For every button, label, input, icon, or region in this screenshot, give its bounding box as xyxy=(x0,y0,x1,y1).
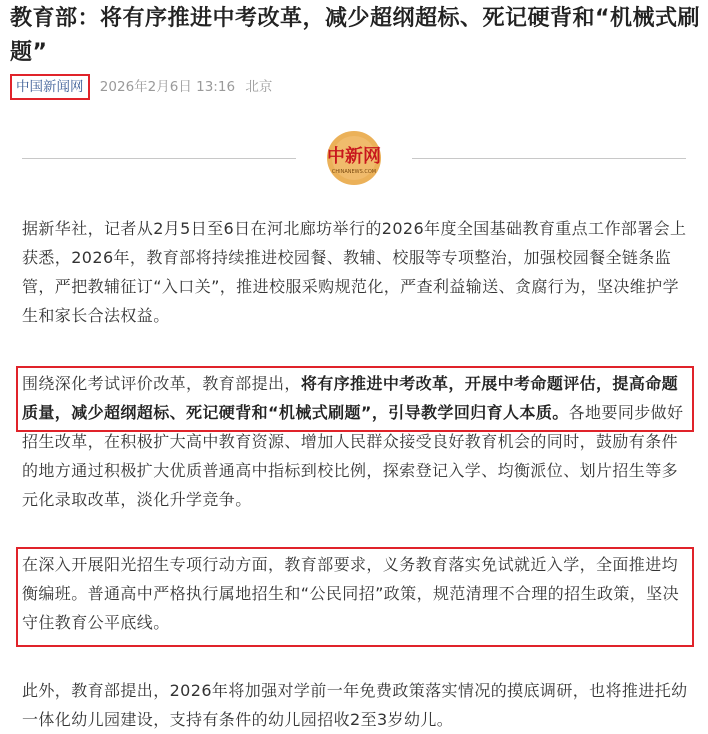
article-title: 教育部：将有序推进中考改革，减少超纲超标、死记硬背和“机械式刷题” xyxy=(10,6,700,65)
publish-location: 北京 xyxy=(245,79,273,95)
paragraph-2-bold: 将有序推进中考改革，开展中考命题评估，提高命题质量，减少超纲超标、死记硬背和“机械式刷题”，引导教学回归育人本质。 xyxy=(22,374,679,422)
paragraph-2-rest: 各地要同步做好招生改革，在积极扩大高中教育资源、增加人民群众接受良好教育机会的同时，鼓励有条件的地方通过积极扩大优质普通高中指标到校比例，探索登记入学、均衡派位、划片招生等多元化录取改革，淡化升学竞争。 xyxy=(22,403,684,509)
publish-date: 2026年2月6日 13:16 xyxy=(99,79,236,95)
divider-line-left xyxy=(22,158,296,159)
paragraph-2 xyxy=(22,369,690,514)
chinanews-logo xyxy=(314,126,394,190)
paragraph-3: 在深入开展阳光招生专项行动方面，教育部要求，义务教育落实免试就近入学，全面推进均衡编班。普通高中严格执行属地招生和“公民同招”政策，规范清理不合理的招生政策，坚决守住教育公平底线。 xyxy=(22,555,679,632)
paragraph-1: 据新华社，记者从2月5日至6日在河北廊坊举行的2026年度全国基础教育重点工作部署会上获悉，2026年，教育部将持续推进校园餐、教辅、校服等专项整治，加强校园餐全链条监管，严把教辅征订“入口关”，推进校服采购规范化，严查利益输送、贪腐行为，坚决维护学生和家长合法权益。 xyxy=(22,219,687,325)
source-link[interactable]: 中国新闻网 xyxy=(10,74,90,100)
logo-divider xyxy=(22,126,686,190)
article-meta xyxy=(10,74,278,96)
divider-line-right xyxy=(412,158,686,159)
chinanews-logo-icon xyxy=(314,126,394,190)
paragraph-2-intro: 围绕深化考试评价改革，教育部提出， xyxy=(22,374,301,393)
logo-subtext: CHINANEWS.COM xyxy=(331,169,377,175)
paragraph-4: 此外，教育部提出，2026年将加强对学前一年免费政策落实情况的摸底调研，也将推进托幼一体化幼儿园建设，支持有条件的幼儿园招收2至3岁幼儿。 xyxy=(22,681,688,729)
logo-text: 中新网 xyxy=(327,146,381,167)
